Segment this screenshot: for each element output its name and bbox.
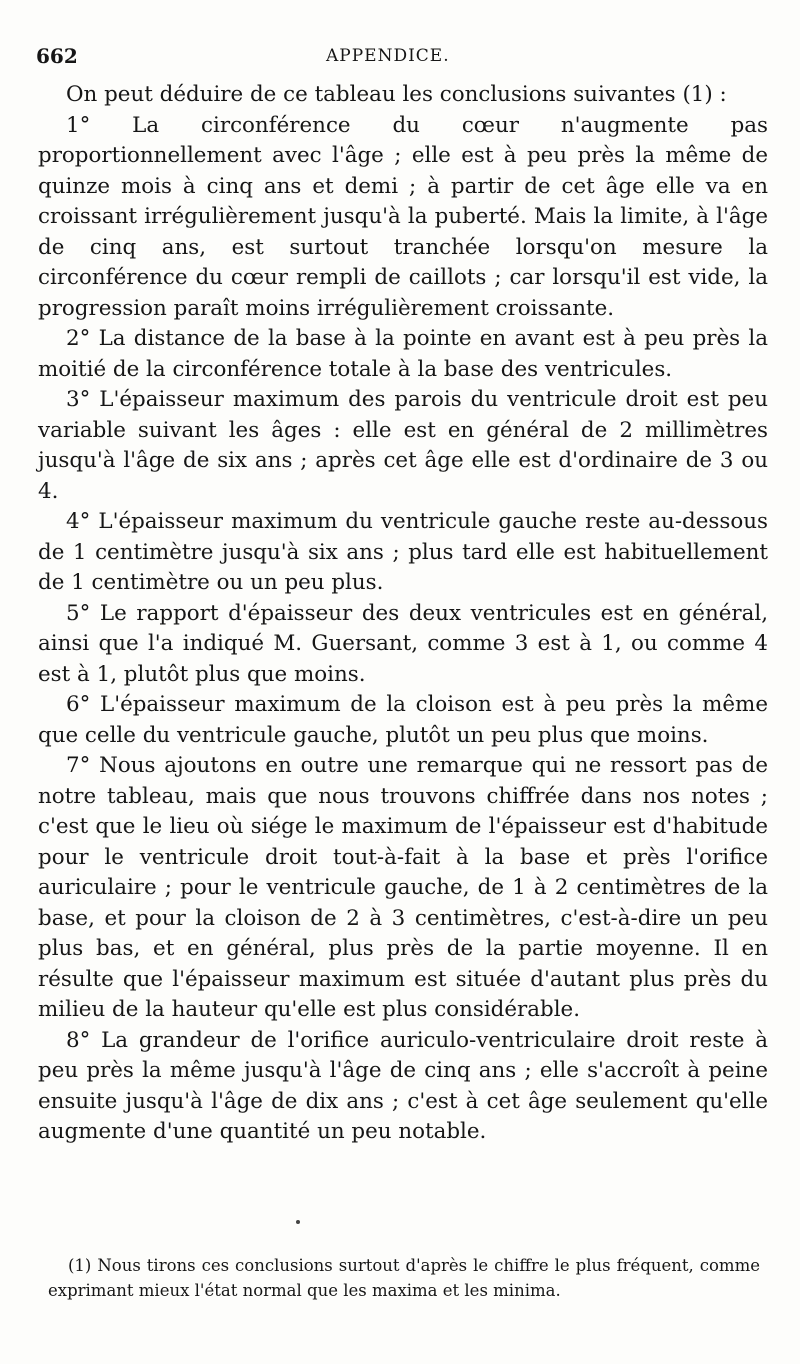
footnote-text: (1) Nous tirons ces conclusions surtout d'après le chiffre le plus fréquent, comme exprimant mieux l'état normal que les maxima et les minima. (48, 1256, 760, 1300)
conclusion-4: 4° L'épaisseur maximum du ventricule gauche reste au-dessous de 1 centimètre jusqu'à six ans ; plus tard elle est habituellement de 1 centimètre ou un peu plus. (38, 509, 768, 595)
conclusion-3: 3° L'épaisseur maximum des parois du ventricule droit est peu variable suivant les âges : elle est en général de 2 millimètres jusqu'à l'âge de six ans ; après cet âge elle est d'ordinaire de 3 ou 4. (38, 387, 768, 504)
body-text (38, 80, 768, 1148)
conclusion-1: 1° La circonférence du cœur n'augmente pas proportionnellement avec l'âge ; elle est à peu près la même de quinze mois à cinq ans et demi ; à partir de cet âge elle va en croissant irrégulièrement jusqu'à la puberté. Mais la limite, à l'âge de cinq ans, est surtout tranchée lorsqu'on mesure la circonférence du cœur rempli de caillots ; car lorsqu'il est vide, la progression paraît moins irrégulièrement croissante. (38, 112, 768, 321)
conclusion-5: 5° Le rapport d'épaisseur des deux ventricules est en général, ainsi que l'a indiqué M. Guersant, comme 3 est à 1, ou comme 4 est à 1, plutôt plus que moins. (38, 600, 768, 687)
page-number: 662 (36, 44, 78, 68)
footnote (48, 1254, 760, 1303)
conclusion-2: 2° La distance de la base à la pointe en avant est à peu près la moitié de la circonférence totale à la base des ventricules. (38, 326, 768, 382)
section-separator-dot (296, 1220, 300, 1224)
page-header (36, 44, 764, 74)
conclusion-8: 8° La grandeur de l'orifice auriculo-ventriculaire droit reste à peu près la même jusqu'à l'âge de cinq ans ; elle s'accroît à peine ensuite jusqu'à l'âge de dix ans ; c'est à cet âge seulement qu'elle augmente d'une quantité un peu notable. (38, 1027, 768, 1144)
conclusion-7: 7° Nous ajoutons en outre une remarque qui ne ressort pas de notre tableau, mais que nous trouvons chiffrée dans nos notes ; c'est que le lieu où siége le maximum de l'épaisseur est d'habitude pour le ventricule droit tout-à-fait à la base et près l'orifice auriculaire ; pour le ventricule gauche, de 1 à 2 centimètres de la base, et pour la cloison de 2 à 3 centimètres, c'est-à-dire un peu plus bas, et en général, plus près de la partie moyenne. Il en résulte que l'épaisseur maximum est située d'autant plus près du milieu de la hauteur qu'elle est plus considérable. (38, 753, 768, 1022)
conclusion-6: 6° L'épaisseur maximum de la cloison est à peu près la même que celle du ventricule gauche, plutôt un peu plus que moins. (38, 692, 768, 748)
intro-paragraph: On peut déduire de ce tableau les conclusions suivantes (1) : (66, 82, 727, 107)
running-head: APPENDICE. (326, 46, 450, 66)
